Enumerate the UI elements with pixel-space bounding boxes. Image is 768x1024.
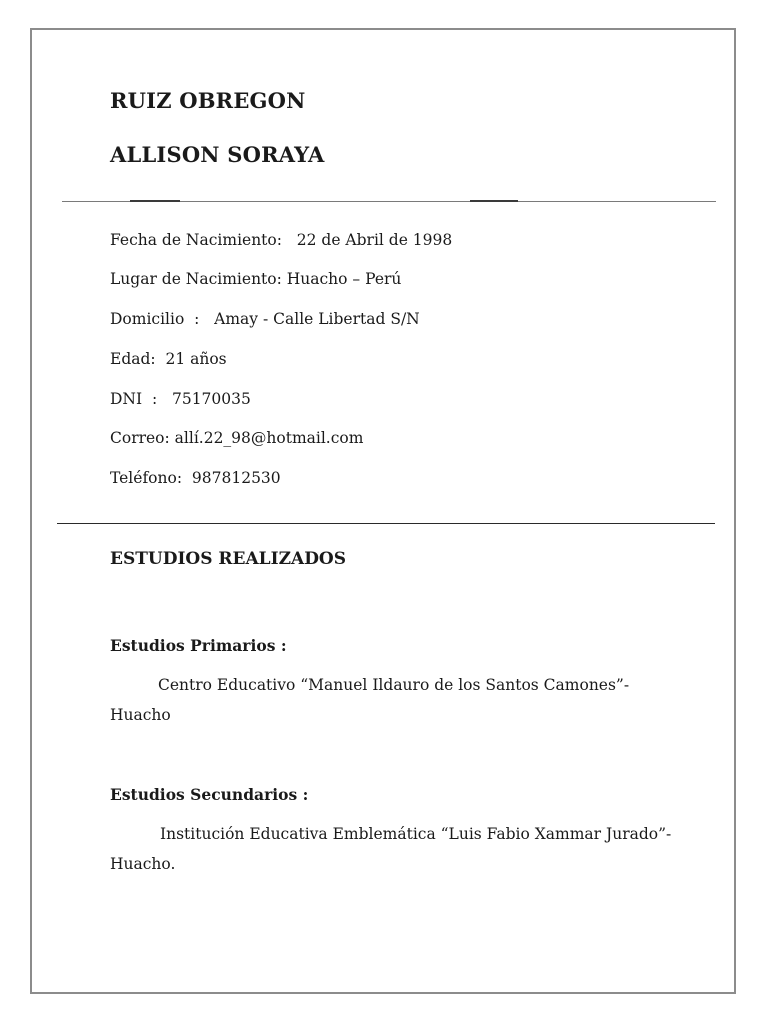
divider-accent	[130, 200, 180, 202]
given-names-heading: ALLISON SORAYA	[110, 142, 325, 167]
page-border	[30, 28, 736, 994]
secondary-school-line: Institución Educativa Emblemática “Luis Fabio Xammar Jurado”-	[160, 825, 672, 843]
primary-school-city: Huacho	[110, 706, 171, 724]
birth-place-row: Lugar de Nacimiento: Huacho – Perú	[110, 270, 402, 288]
birth-date-row: Fecha de Nacimiento: 22 de Abril de 1998	[110, 231, 453, 249]
studies-section-title: ESTUDIOS REALIZADOS	[110, 549, 347, 569]
surname-heading: RUIZ OBREGON	[110, 88, 306, 113]
section-divider	[57, 523, 715, 524]
email-row: Correo: allí.22_98@hotmail.com	[110, 429, 364, 447]
secondary-studies-heading: Estudios Secundarios :	[110, 785, 309, 804]
primary-school-line: Centro Educativo “Manuel Ildauro de los Santos Camones”-	[158, 676, 630, 694]
phone-row: Teléfono: 987812530	[110, 469, 281, 487]
secondary-school-city: Huacho.	[110, 855, 176, 873]
divider-accent	[470, 200, 518, 202]
dni-row: DNI : 75170035	[110, 390, 251, 408]
address-row: Domicilio : Amay - Calle Libertad S/N	[110, 310, 420, 328]
age-row: Edad: 21 años	[110, 350, 227, 368]
primary-studies-heading: Estudios Primarios :	[110, 636, 287, 655]
